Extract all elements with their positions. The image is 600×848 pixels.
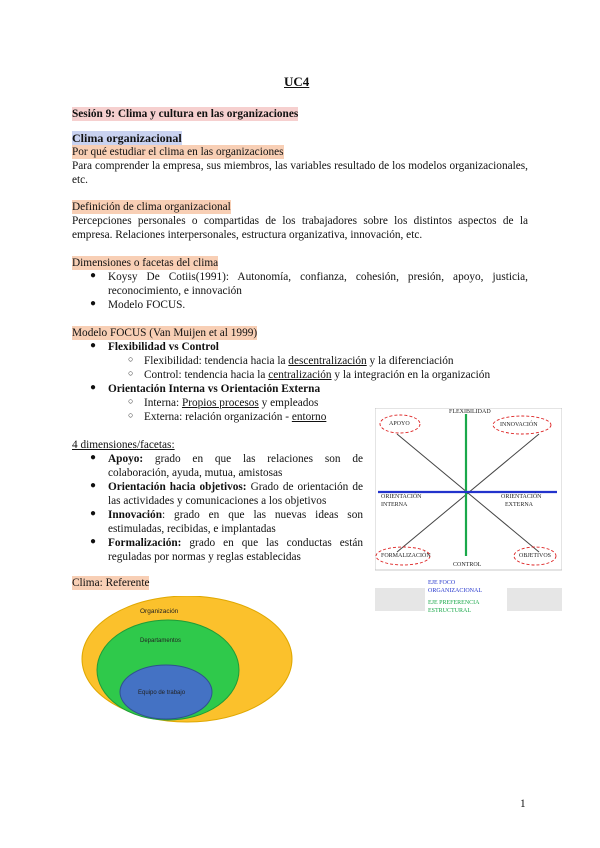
label-flexibilidad: FLEXIBILIDAD: [449, 409, 491, 415]
legend-foco-2: ORGANIZACIONAL: [428, 588, 482, 594]
clima-heading: Clima organizacional: [72, 131, 182, 145]
focus-heading: Modelo FOCUS (Van Muijen et al 1999): [72, 327, 258, 339]
referente-heading: Clima: Referente: [72, 577, 150, 589]
bullet-icon: ●: [90, 536, 97, 547]
page-number: 1: [520, 798, 526, 810]
focus-diagram-svg: [375, 408, 562, 618]
circle-bullet-icon: ○: [128, 354, 134, 364]
bullet-icon: ●: [90, 480, 97, 491]
label-orient-externa-1: ORIENTACIÓN: [501, 494, 542, 500]
page-title: UC4: [284, 74, 310, 89]
label-orient-externa-2: EXTERNA: [505, 502, 533, 508]
bullet-icon: ●: [90, 340, 97, 351]
dimensiones-item-1: Koysy De Cotiis(1991): Autonomía, confianza, cohesión, presión, apoyo, justicia, reconocimiento, e innovación: [108, 271, 528, 297]
apoyo-item: Apoyo: grado en que las relaciones son de colaboración, ayuda, mutua, amistosas: [108, 453, 363, 479]
legend-preferencia-1: EJE PREFERENCIA: [428, 600, 480, 606]
por-que-text: Para comprender la empresa, sus miembros, las variables resultado de los modelos organizacionales, etc.: [72, 160, 528, 186]
por-que-heading: Por qué estudiar el clima en las organizaciones: [72, 146, 284, 158]
label-control: CONTROL: [453, 562, 482, 568]
bullet-icon: ●: [90, 298, 97, 309]
label-organizacion: Organización: [140, 608, 179, 615]
label-innovacion: INNOVACIÓN: [500, 422, 538, 428]
dimensiones-heading: Dimensiones o facetas del clima: [72, 257, 219, 269]
orient-title: Orientación Interna vs Orientación Externa: [108, 383, 321, 395]
bullet-icon: ●: [90, 270, 97, 281]
label-orient-interna-1: ORIENTACIÓN: [381, 494, 422, 500]
definicion-heading: Definición de clima organizacional: [72, 201, 231, 213]
circle-bullet-icon: ○: [128, 410, 134, 420]
flex-item-2: Control: tendencia hacia la centralización y la integración en la organización: [144, 369, 491, 381]
legend-foco-1: EJE FOCO: [428, 580, 456, 586]
label-formalizacion: FORMALIZACIÓN: [381, 553, 431, 559]
dimensiones-item-2: Modelo FOCUS.: [108, 299, 186, 311]
innovacion-item: Innovación: grado en que las nuevas ideas son estimuladas, recibidas, e implantadas: [108, 509, 363, 535]
focus-diagram: [375, 408, 562, 618]
circle-bullet-icon: ○: [128, 368, 134, 378]
formalizacion-item: Formalización: grado en que las conductas están reguladas por normas y reglas establecidas: [108, 537, 363, 563]
definicion-text: Percepciones personales o compartidas de los trabajadores sobre los distintos aspectos de la empresa. Relaciones interpersonales, estructura organizativa, innovación, etc.: [72, 215, 528, 241]
flex-title: Flexibilidad vs Control: [108, 341, 219, 353]
bullet-icon: ●: [90, 452, 97, 463]
bullet-icon: ●: [90, 508, 97, 519]
objetivos-item: Orientación hacia objetivos: Grado de orientación de las actividades y comunicaciones a los objetivos: [108, 481, 363, 507]
orient-item-1: Interna: Propios procesos y empleados: [144, 397, 319, 409]
flex-item-1: Flexibilidad: tendencia hacia la descentralización y la diferenciación: [144, 355, 454, 367]
label-departamentos: Departamentos: [140, 638, 182, 644]
label-objetivos: OBJETIVOS: [519, 553, 552, 559]
bullet-icon: ●: [90, 382, 97, 393]
orient-item-2: Externa: relación organización - entorno: [144, 411, 327, 423]
nested-ellipses-svg: [80, 596, 295, 726]
label-orient-interna-2: INTERNA: [381, 502, 408, 508]
cuatro-heading: 4 dimensiones/facetas:: [72, 439, 175, 451]
legend-preferencia-2: ESTRUCTURAL: [428, 608, 472, 614]
label-equipo: Equipo de trabajo: [138, 690, 186, 696]
circle-bullet-icon: ○: [128, 396, 134, 406]
label-apoyo: APOYO: [389, 421, 410, 427]
nested-ellipses-diagram: [80, 596, 295, 726]
session-heading: Sesión 9: Clima y cultura en las organizaciones: [72, 108, 299, 120]
